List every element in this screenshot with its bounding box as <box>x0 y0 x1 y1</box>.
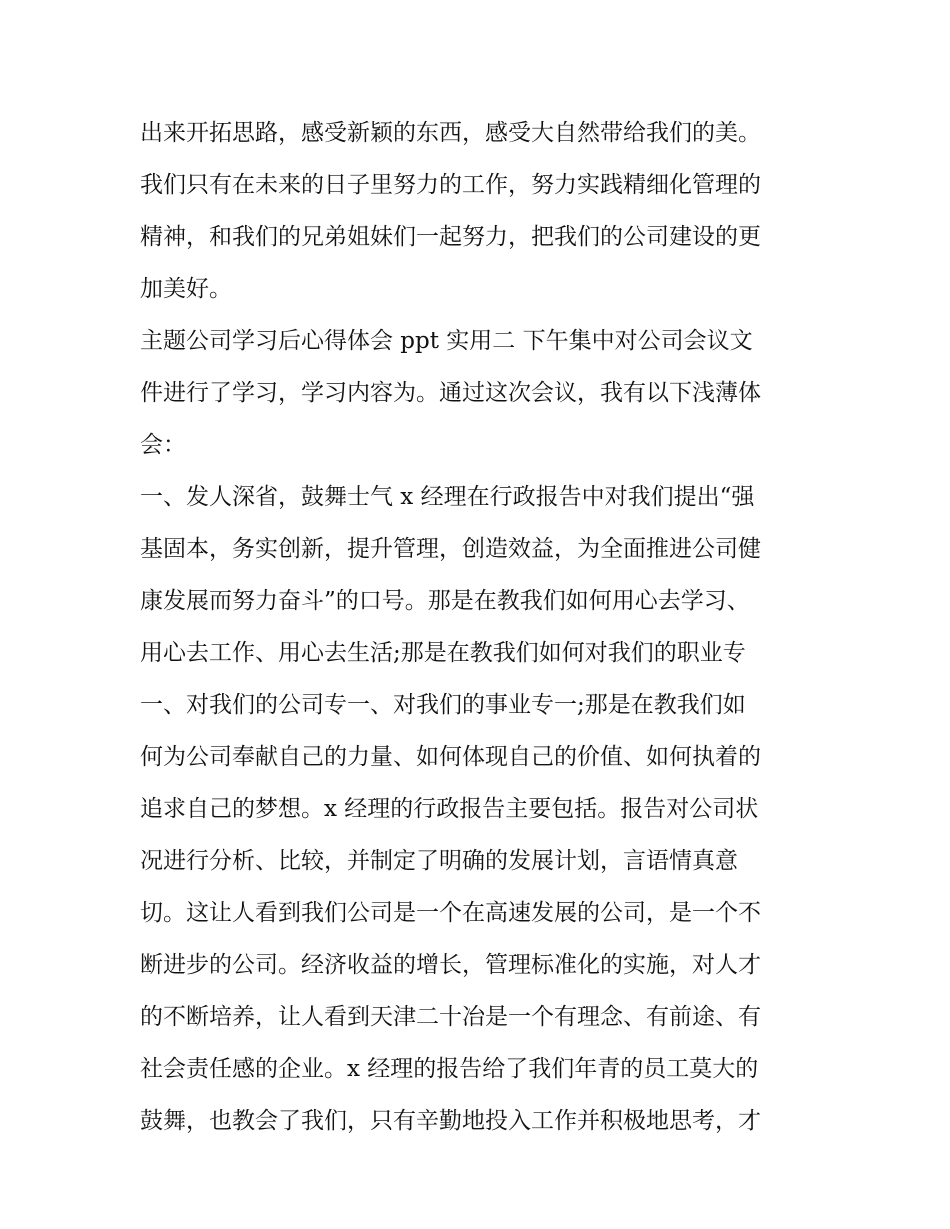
text-line: 件进行了学习，学习内容为。通过这次会议，我有以下浅薄体 <box>140 380 761 406</box>
text-line: 况进行分析、比较，并制定了明确的发展计划，言语情真意 <box>140 848 738 874</box>
text-line: 切。这让人看到我们公司是一个在高速发展的公司，是一个不 <box>140 900 761 926</box>
text-line: 基固本，务实创新，提升管理，创造效益，为全面推进公司健 <box>140 536 761 562</box>
text-line: 康发展而努力奋斗”的口号。那是在教我们如何用心去学习、 <box>140 588 750 614</box>
text-line: 我们只有在未来的日子里努力的工作，努力实践精细化管理的 <box>140 172 761 198</box>
text-line: 用心去工作、用心去生活;那是在教我们如何对我们的职业专 <box>140 640 746 666</box>
text-line: 社会责任感的企业。x 经理的报告给了我们年青的员工莫大的 <box>140 1056 759 1082</box>
text-line: 出来开拓思路，感受新颖的东西，感受大自然带给我们的美。 <box>140 120 761 146</box>
body-text <box>140 107 820 1147</box>
text-line: 追求自己的梦想。x 经理的行政报告主要包括。报告对公司状 <box>140 796 759 822</box>
section-title-line: 主题公司学习后心得体会 ppt 实用二 下午集中对公司会议文 <box>140 328 753 354</box>
text-line: 一、对我们的公司专一、对我们的事业专一;那是在教我们如 <box>140 692 746 718</box>
text-line: 断进步的公司。经济收益的增长，管理标准化的实施，对人才 <box>140 952 761 978</box>
text-line: 会： <box>140 432 186 458</box>
text-line: 何为公司奉献自己的力量、如何体现自己的价值、如何执着的 <box>140 744 761 770</box>
text-line: 精神，和我们的兄弟姐妹们一起努力，把我们的公司建设的更 <box>140 224 761 250</box>
point-heading-line: 一、发人深省，鼓舞士气 x 经理在行政报告中对我们提出“强 <box>140 484 755 510</box>
text-line: 鼓舞，也教会了我们，只有辛勤地投入工作并积极地思考，才 <box>140 1108 761 1134</box>
text-line: 的不断培养，让人看到天津二十冶是一个有理念、有前途、有 <box>140 1004 761 1030</box>
text-line: 加美好。 <box>140 276 232 302</box>
